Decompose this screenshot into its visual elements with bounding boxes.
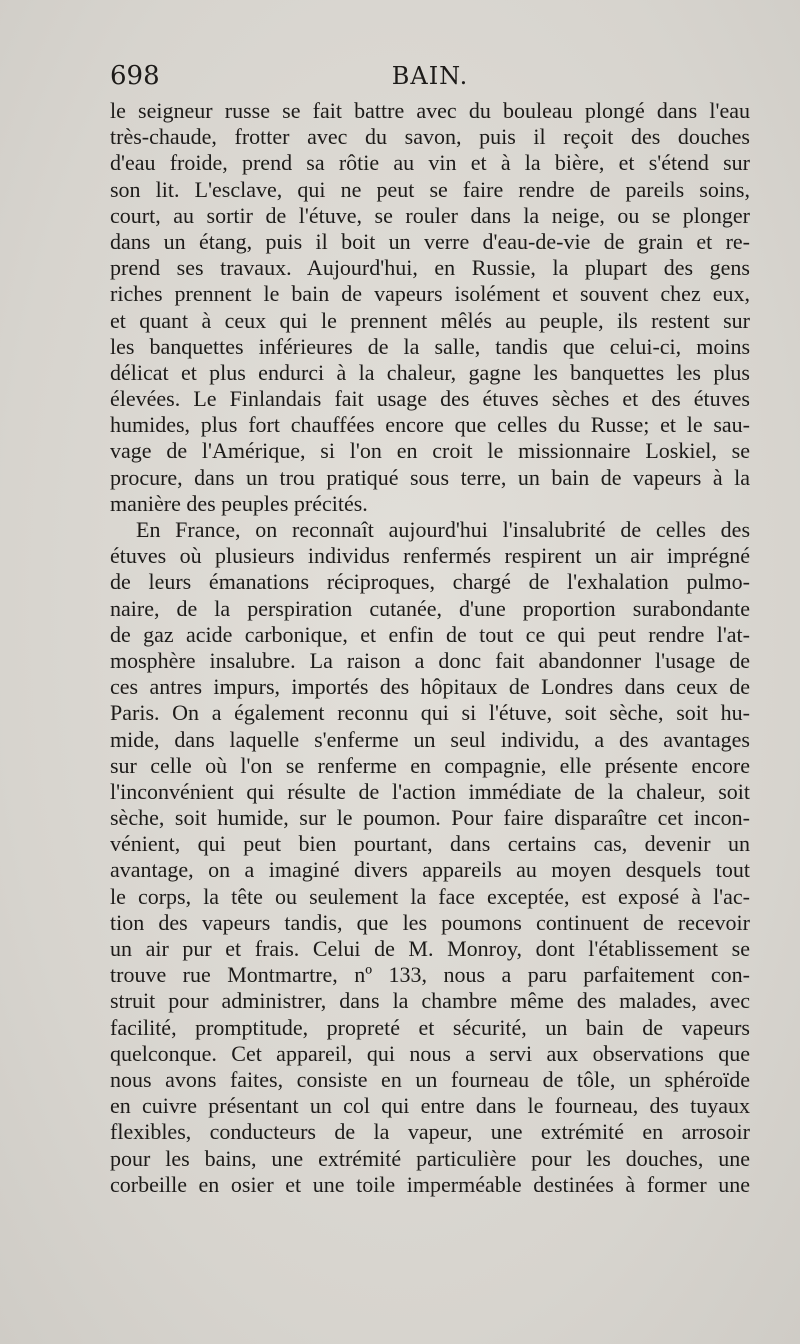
text-line: avantage, on a imaginé divers appareils au moyen desquels tout bbox=[110, 857, 750, 883]
text-line: tion des vapeurs tandis, que les poumons continuent de recevoir bbox=[110, 909, 750, 935]
text-line: pour les bains, une extrémité particulière pour les douches, une bbox=[110, 1145, 750, 1171]
text-line: les banquettes inférieures de la salle, tandis que celui-ci, moins bbox=[110, 333, 750, 359]
text-line: de leurs émanations réciproques, chargé de l'exhalation pulmo- bbox=[110, 569, 750, 595]
text-line: trouve rue Montmartre, nº 133, nous a paru parfaitement con- bbox=[110, 962, 750, 988]
page-header bbox=[110, 60, 750, 94]
text-line: facilité, promptitude, propreté et sécurité, un bain de vapeurs bbox=[110, 1014, 750, 1040]
text-line: procure, dans un trou pratiqué sous terre, un bain de vapeurs à la bbox=[110, 464, 750, 490]
text-line: très-chaude, frotter avec du savon, puis il reçoit des douches bbox=[110, 124, 750, 150]
text-line: Paris. On a également reconnu qui si l'étuve, soit sèche, soit hu- bbox=[110, 700, 750, 726]
text-line: dans un étang, puis il boit un verre d'eau-de-vie de grain et re- bbox=[110, 228, 750, 254]
text-line: l'inconvénient qui résulte de l'action immédiate de la chaleur, soit bbox=[110, 778, 750, 804]
text-line: mide, dans laquelle s'enferme un seul individu, a des avantages bbox=[110, 726, 750, 752]
text-line: vénient, qui peut bien pourtant, dans certains cas, devenir un bbox=[110, 831, 750, 857]
text-line: en cuivre présentant un col qui entre dans le fourneau, des tuyaux bbox=[110, 1093, 750, 1119]
text-line: corbeille en osier et une toile imperméable destinées à former une bbox=[110, 1171, 750, 1197]
text-line: de gaz acide carbonique, et enfin de tout ce qui peut rendre l'at- bbox=[110, 621, 750, 647]
page-number: 698 bbox=[110, 61, 160, 91]
text-line: sur celle où l'on se renferme en compagnie, elle présente encore bbox=[110, 752, 750, 778]
text-line: struit pour administrer, dans la chambre même des malades, avec bbox=[110, 988, 750, 1014]
text-line: étuves où plusieurs individus renfermés respirent un air imprégné bbox=[110, 543, 750, 569]
paragraph-start-line: En France, on reconnaît aujourd'hui l'insalubrité de celles des bbox=[136, 517, 750, 542]
text-line: le seigneur russe se fait battre avec du bouleau plongé dans l'eau bbox=[110, 98, 750, 123]
text-line: nous avons faites, consiste en un fourneau de tôle, un sphéroïde bbox=[110, 1066, 750, 1092]
text-line: vage de l'Amérique, si l'on en croit le missionnaire Loskiel, se bbox=[110, 438, 750, 464]
text-line: humides, plus fort chauffées encore que celles du Russe; et le sau- bbox=[110, 412, 750, 438]
text-line: son lit. L'esclave, qui ne peut se faire rendre de pareils soins, bbox=[110, 176, 750, 202]
body-text bbox=[110, 98, 750, 1198]
text-line: court, au sortir de l'étuve, se rouler dans la neige, ou se plonger bbox=[110, 202, 750, 228]
text-line: flexibles, conducteurs de la vapeur, une extrémité en arrosoir bbox=[110, 1119, 750, 1145]
text-line: sèche, soit humide, sur le poumon. Pour faire disparaître cet incon- bbox=[110, 805, 750, 831]
text-line: d'eau froide, prend sa rôtie au vin et à la bière, et s'étend sur bbox=[110, 150, 750, 176]
text-line: le corps, la tête ou seulement la face exceptée, est exposé à l'ac- bbox=[110, 883, 750, 909]
text-line: ces antres impurs, importés des hôpitaux de Londres dans ceux de bbox=[110, 674, 750, 700]
paragraph-end-line: manière des peuples précités. bbox=[110, 490, 368, 516]
text-line: et quant à ceux qui le prennent mêlés au peuple, ils restent sur bbox=[110, 307, 750, 333]
running-title: BAIN. bbox=[391, 62, 469, 90]
text-line: naire, de la perspiration cutanée, d'une proportion surabondante bbox=[110, 595, 750, 621]
text-line: délicat et plus endurci à la chaleur, gagne les banquettes les plus bbox=[110, 359, 750, 385]
text-line: quelconque. Cet appareil, qui nous a servi aux observations que bbox=[110, 1040, 750, 1066]
text-line: riches prennent le bain de vapeurs isolément et souvent chez eux, bbox=[110, 281, 750, 307]
text-line: élevées. Le Finlandais fait usage des étuves sèches et des étuves bbox=[110, 386, 750, 412]
text-line: mosphère insalubre. La raison a donc fait abandonner l'usage de bbox=[110, 647, 750, 673]
text-line: un air pur et frais. Celui de M. Monroy, dont l'établissement se bbox=[110, 936, 750, 961]
text-line: prend ses travaux. Aujourd'hui, en Russie, la plupart des gens bbox=[110, 255, 750, 281]
